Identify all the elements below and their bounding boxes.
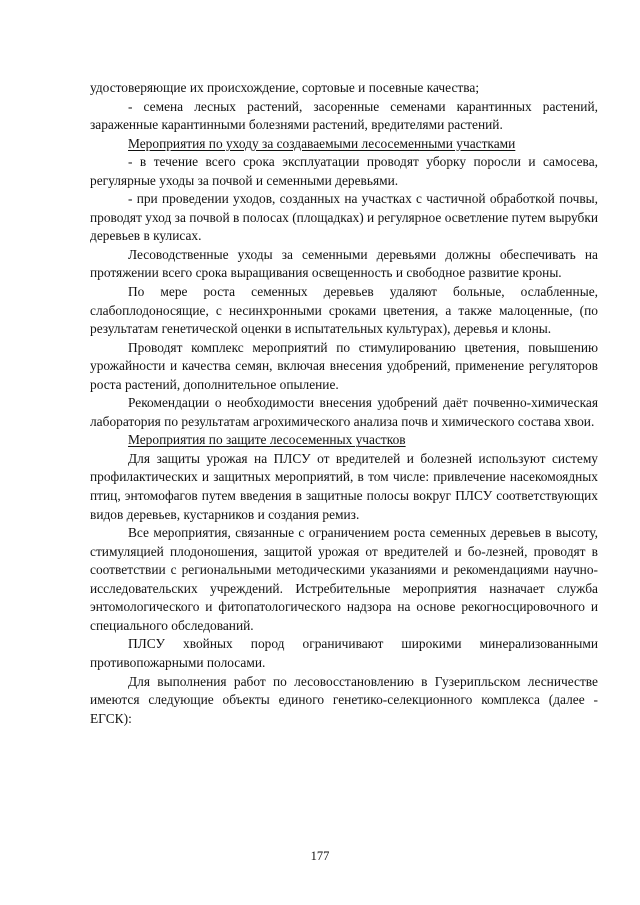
document-page [90, 79, 598, 728]
paragraph-9: Все мероприятия, связанные с ограничением роста семенных деревьев в высоту, стимуляцией плодоношения, защитой урожая от вредителей и бо-лезней, проводят в соответствии с региональными методическими указаниями и рекомендациями научно-исследовательских учреждений. Истребительные мероприятия назначает служба энтомологического и фитопатологического надзора на основе рекогносцировочного и специального обследований. [90, 525, 598, 633]
page-number: 177 [310, 849, 330, 863]
paragraph-1: - семена лесных растений, засоренные семенами карантинных растений, зараженные карантинными болезнями растений, вредителями растений. [90, 98, 598, 133]
paragraph-5: По мере роста семенных деревьев удаляют больные, ослабленные, слабоплодоносящие, с несинхронными сроками цветения, а также малоценные, (по результатам генетической оценки в испытательных культурах), деревья и клоны. [90, 284, 598, 337]
paragraph-6: Проводят комплекс мероприятий по стимулированию цветения, повышению урожайности и качества семян, включая внесения удобрений, применение регуляторов роста растений, дополнительное опыление. [90, 339, 598, 392]
paragraph-0: удостоверяющие их происхождение, сортовые и посевные качества; [90, 80, 480, 95]
paragraph-11: Для выполнения работ по лесовосстановлению в Гузерипльском лесничестве имеются следующие объекты единого генетико-селекционного комплекса (далее - ЕГСК): [90, 673, 598, 726]
paragraph-8: Для защиты урожая на ПЛСУ от вредителей и болезней используют систему профилактических и защитных мероприятий, в том числе: привлечение насекомоядных птиц, энтомофагов путем введения в защитные полосы вокруг ПЛСУ соответствующих видов деревьев, кустарников и создания ремиз. [90, 450, 598, 522]
paragraph-2: - в течение всего срока эксплуатации проводят уборку поросли и самосева, регулярные уходы за почвой и семенными деревьями. [90, 154, 598, 188]
paragraph-7: Рекомендации о необходимости внесения удобрений даёт почвенно-химическая лаборатория по результатам агрохимического анализа почв и химического состава хвои. [90, 395, 598, 429]
paragraph-3: - при проведении уходов, созданных на участках с частичной обработкой почвы, проводят уход за почвой в полосах (площадках) и регулярное осветление путем вырубки деревьев в кулисах. [90, 191, 598, 244]
paragraph-10: ПЛСУ хвойных пород ограничивают широкими минерализованными противопожарными полосами. [90, 636, 598, 670]
section-heading-care: Мероприятия по уходу за создаваемыми лесосеменными участками [128, 135, 516, 151]
section-heading-protection: Мероприятия по защите лесосеменных участков [128, 432, 406, 448]
paragraph-4: Лесоводственные уходы за семенными деревьями должны обеспечивать на протяжении всего срока выращивания освещенность и свободное развитие кроны. [90, 246, 598, 281]
